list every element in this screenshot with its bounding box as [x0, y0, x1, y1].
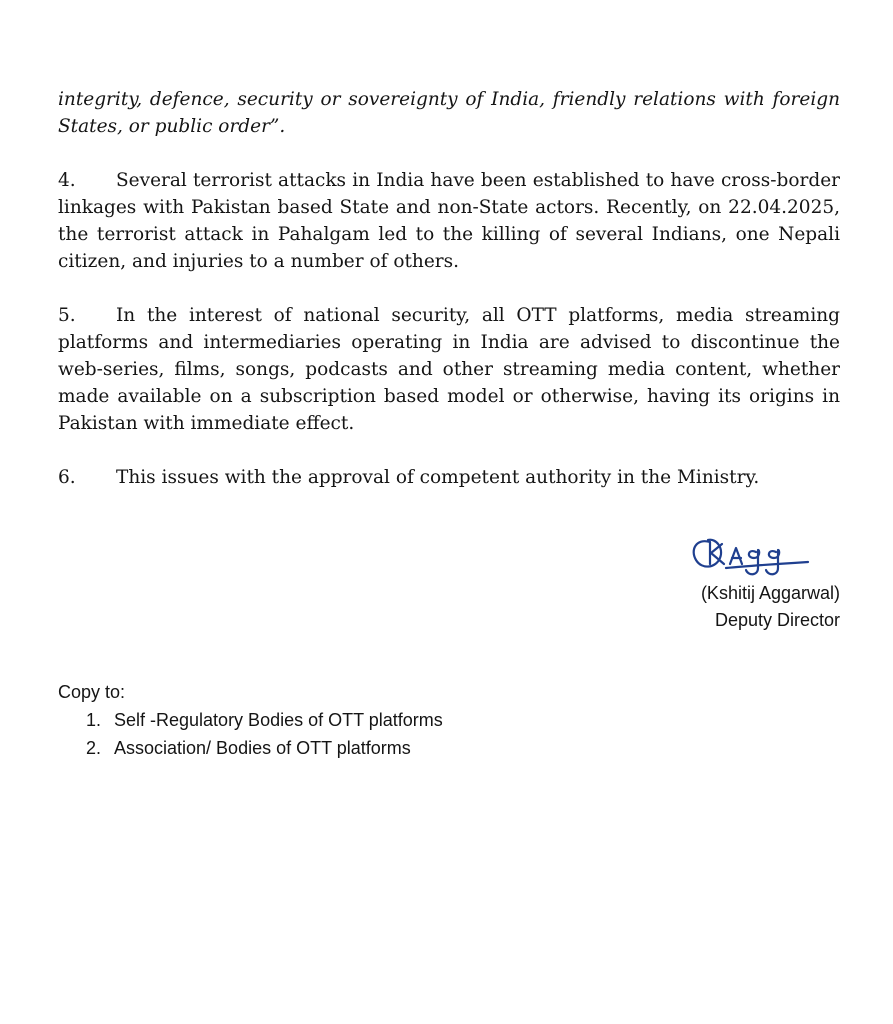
copy-to-list — [86, 706, 443, 762]
list-item — [86, 706, 443, 734]
list-item-number: 1. — [86, 710, 102, 730]
paragraph-5 — [58, 302, 840, 437]
paragraph-text: In the interest of national security, all OTT platforms, media streaming platforms and intermediaries operating in India are advised to discontinue the web-series, films, songs, podcasts and other streaming media content, whether made available on a subscription based model or otherwise, having its origins in Pakistan with immediate effect. — [58, 305, 840, 434]
list-item-text: Self -Regulatory Bodies of OTT platforms — [114, 710, 443, 730]
paragraph-number: 4. — [58, 170, 76, 191]
paragraph-text: This issues with the approval of competent authority in the Ministry. — [116, 467, 760, 488]
handwritten-signature — [686, 524, 816, 580]
paragraph-number: 6. — [58, 467, 76, 488]
signatory-title: Deputy Director — [714, 610, 840, 630]
list-item-number: 2. — [86, 738, 102, 758]
intro-text: integrity, defence, security or sovereignty of India, friendly relations with foreign States, or public order”. — [58, 89, 840, 137]
paragraph-number: 5. — [58, 305, 76, 326]
list-item — [86, 734, 443, 762]
paragraph-text: Several terrorist attacks in India have been established to have cross-border linkages with Pakistan based State and non-State actors. Recently, on 22.04.2025, the terrorist attack in Pahalgam led to the killing of several Indians, one Nepali citizen, and injuries to a number of others. — [58, 170, 840, 272]
paragraph-6 — [58, 464, 840, 491]
signatory-name: (Kshitij Aggarwal) — [700, 583, 840, 603]
list-item-text: Association/ Bodies of OTT platforms — [114, 738, 411, 758]
paragraph-4 — [58, 167, 840, 275]
copy-to-heading: Copy to: — [58, 682, 126, 702]
